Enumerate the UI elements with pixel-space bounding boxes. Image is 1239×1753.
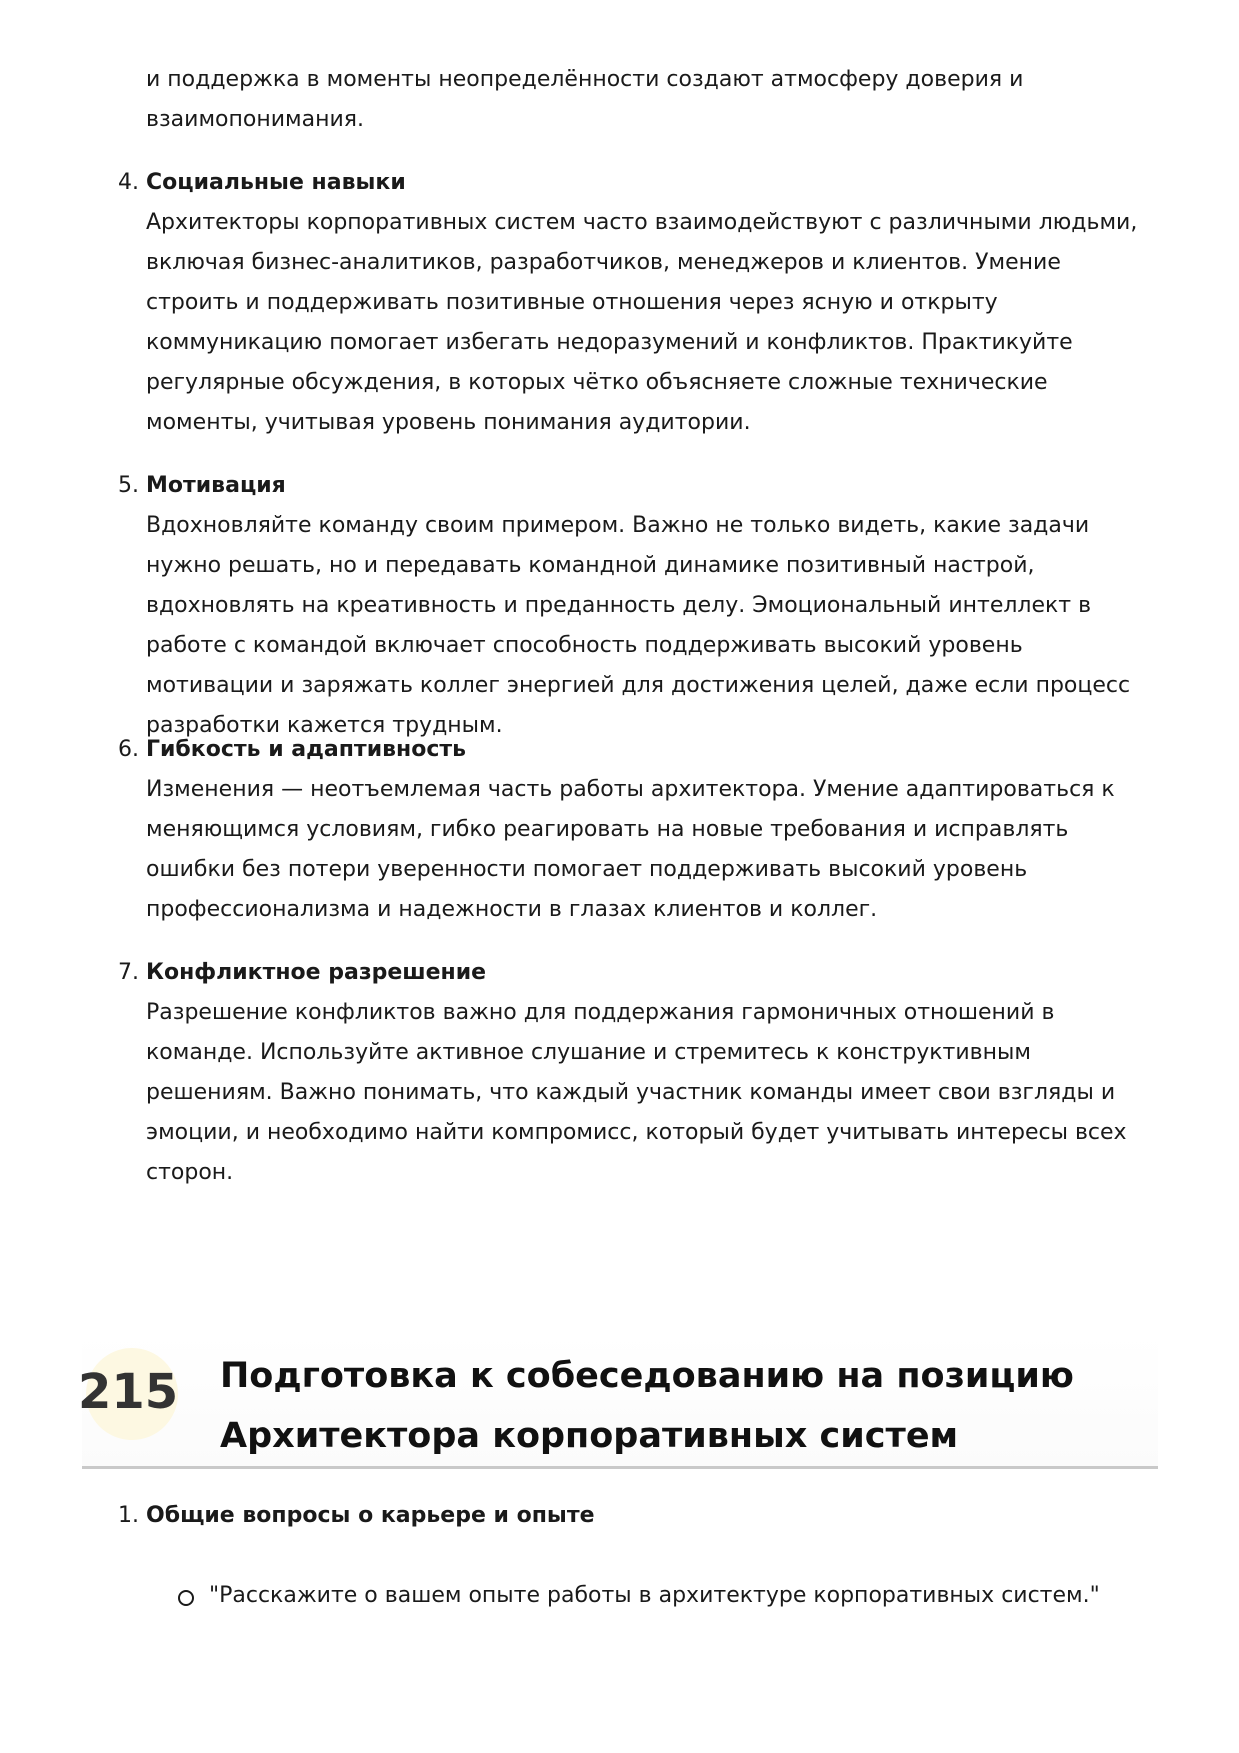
chapter-number: 215 bbox=[78, 1364, 179, 1420]
list-heading: Общие вопросы о карьере и опыте bbox=[146, 1503, 595, 1528]
list-number: 5. bbox=[118, 473, 139, 498]
list-number: 6. bbox=[118, 737, 139, 762]
list-heading: Мотивация bbox=[146, 473, 286, 498]
list-number: 1. bbox=[118, 1503, 139, 1528]
list-description: Изменения — неотъемлемая часть работы архитектора. Умение адаптироваться к меняющимся условиям, гибко реагировать на новые требования и исправлять ошибки без потери уверенности помогает поддерживать высокий уровень профессионализма и надежности в глазах клиентов и коллег. bbox=[146, 777, 1115, 922]
list-heading: Конфликтное разрешение bbox=[146, 960, 487, 985]
list-number: 4. bbox=[118, 170, 139, 195]
chapter-title: Подготовка к собеседованию на позицию Архитектора корпоративных систем bbox=[220, 1356, 1074, 1456]
list-heading: Социальные навыки bbox=[146, 170, 406, 195]
list-heading: Гибкость и адаптивность bbox=[146, 737, 467, 762]
circle-bullet-icon bbox=[178, 1590, 194, 1606]
sub-list-item: "Расскажите о вашем опыте работы в архитектуре корпоративных систем." bbox=[209, 1583, 1100, 1608]
list-description: Разрешение конфликтов важно для поддержания гармоничных отношений в команде. Используйте активное слушание и стремитесь к конструктивным решениям. Важно понимать, что каждый участник команды имеет свои взгляды и эмоции, и необходимо найти компромисс, который будет учитывать интересы всех сторон. bbox=[146, 1000, 1127, 1185]
list-description: Архитекторы корпоративных систем часто взаимодействуют с различными людьми, включая бизнес-аналитиков, разработчиков, менеджеров и клиентов. Умение строить и поддерживать позитивные отношения через ясную и открыту коммуникацию помогает избегать недоразумений и конфликтов. Практикуйте регулярные обсуждения, в которых чётко объясняете сложные технические моменты, учитывая уровень понимания аудитории. bbox=[146, 210, 1138, 435]
chapter-header bbox=[78, 1334, 1158, 1469]
list-description: Вдохновляйте команду своим примером. Важно не только видеть, какие задачи нужно решать, но и передавать командной динамике позитивный настрой, вдохновлять на креативность и преданность делу. Эмоциональный интеллект в работе с командой включает способность поддерживать высокий уровень мотивации и заряжать коллег энергией для достижения целей, даже если процесс разработки кажется трудным. bbox=[146, 513, 1131, 738]
list-number: 7. bbox=[118, 960, 139, 985]
intro-paragraph: и поддержка в моменты неопределённости создают атмосферу доверия и взаимопонимания. bbox=[146, 67, 1024, 132]
